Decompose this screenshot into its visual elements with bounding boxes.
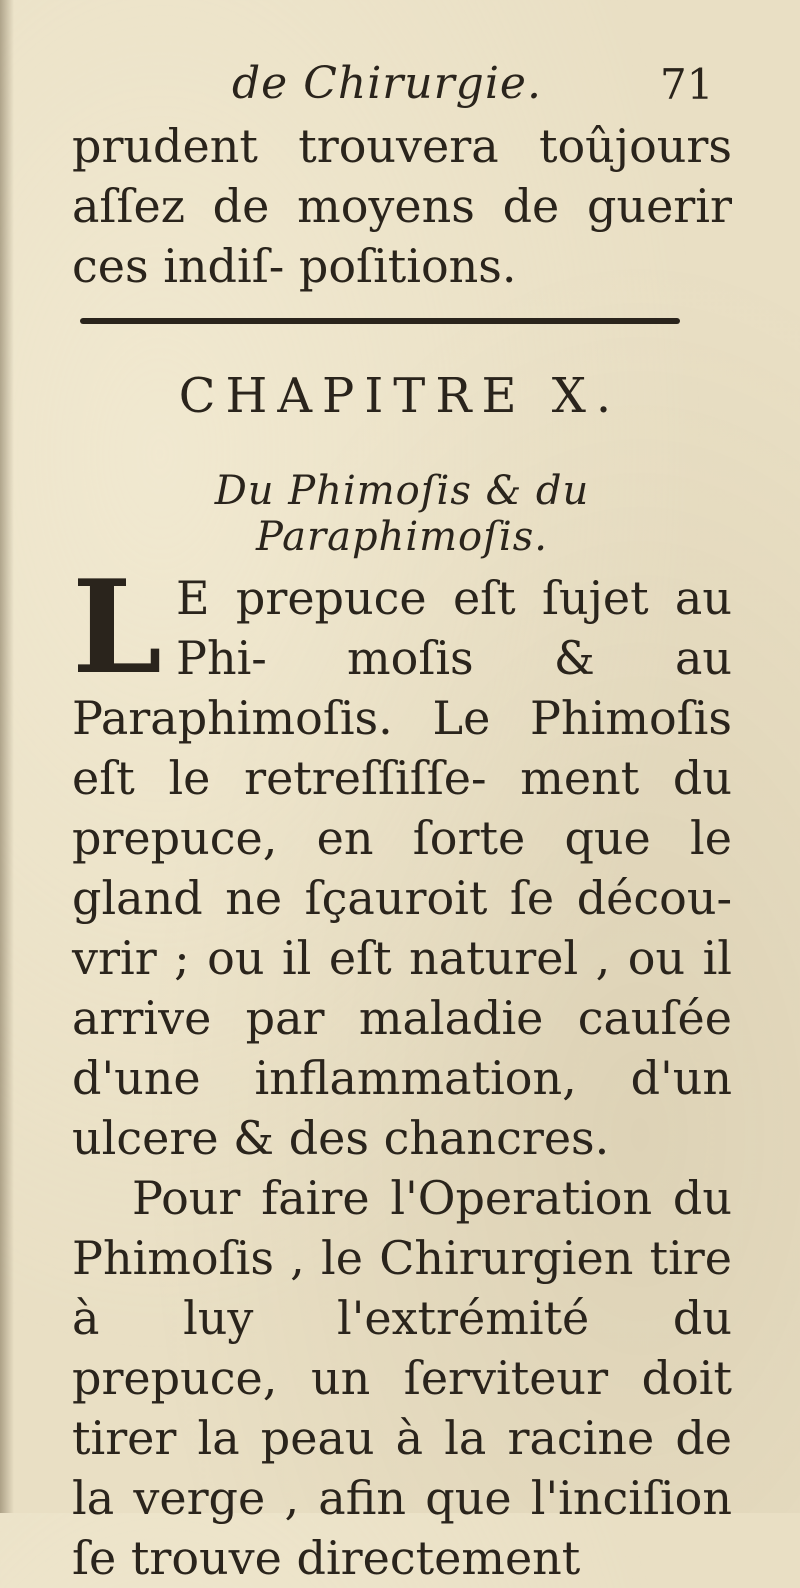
running-head-title: de Chirurgie. [232,58,542,109]
continuation-paragraph: prudent trouvera toûjours aſſez de moyens de guerir ces indiſ- poſitions. [72,119,732,293]
chapter-subtitle: Du Phimoſis & du Paraphimoſis. [214,468,590,560]
body-paragraph-1 [72,553,732,1168]
drop-cap: L [72,553,162,703]
chapter-divider-rule [80,318,680,324]
running-head [0,58,800,118]
chapter-title: CHAPITRE X. [178,368,622,424]
gutter-shadow [0,0,14,1513]
chapter-body [72,553,732,1588]
paragraph-1-text: E prepuce eſt ſujet au Phi- moſis & au Paraphimoſis. Le Phimoſis eſt le retreſſiſſe- ment du prepuce, en ſorte que le gland ne ſçauroit ſe décou- vrir ; ou il eſt naturel , ou il arrive par maladie cauſée d'une inflammation, d'un ulcere & des chancres. [72,571,732,1165]
continuation-text-block [72,116,732,296]
body-paragraph-2: Pour faire l'Operation du Phimoſis , le Chirurgien tire à luy l'extrémité du prepuce, un ſerviteur doit tirer la peau à la racine de la verge , afin que l'inciſion ſe trouve directement [72,1171,732,1585]
page-number: 71 [660,60,714,109]
